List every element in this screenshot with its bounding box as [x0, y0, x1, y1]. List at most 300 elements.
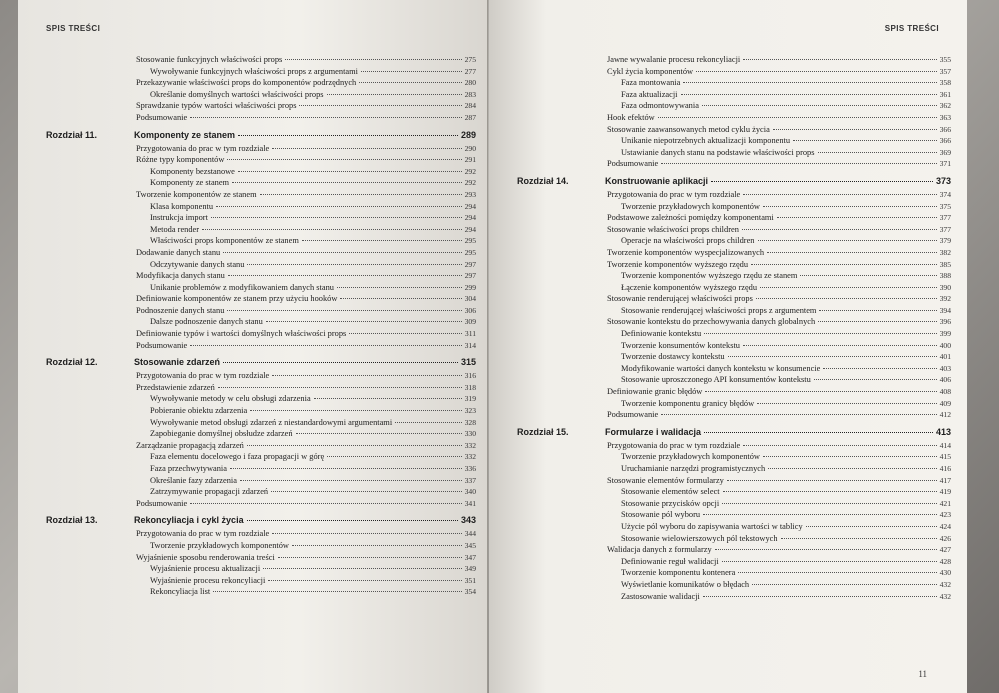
dot-leader — [227, 310, 461, 311]
page-ref: 427 — [939, 545, 951, 555]
dot-leader — [250, 410, 461, 411]
entry-title: Faza odmontowywania — [621, 101, 699, 111]
entry-title: Jawne wywalanie procesu rekoncyliacji — [607, 55, 741, 64]
page-ref: 287 — [464, 112, 476, 122]
entry-title: Tworzenie przykładowych komponentów — [621, 201, 760, 211]
dot-leader — [722, 503, 936, 504]
entry-title: Podsumowanie — [607, 410, 659, 420]
entry-title: Przekazywanie właściwości props do komponentów podrzędnych — [136, 78, 357, 88]
dot-leader — [359, 82, 461, 83]
toc-entry — [46, 270, 476, 282]
dot-leader — [703, 514, 937, 515]
toc-entry — [46, 259, 476, 271]
entry-title: Zastosowanie walidacji — [621, 591, 700, 601]
page-ref: 388 — [939, 271, 951, 281]
page-ref: 432 — [939, 591, 951, 601]
entry-title: Odczytywanie danych stanu — [150, 259, 245, 269]
dot-leader — [327, 456, 461, 457]
page-ref: 292 — [464, 166, 476, 176]
entry-title: Modyfikacja danych stanu — [136, 271, 225, 281]
toc-entry — [46, 189, 476, 201]
toc-entry — [517, 259, 951, 271]
dot-leader — [228, 275, 462, 276]
page-ref: 385 — [939, 259, 951, 269]
page-number: 11 — [918, 669, 927, 679]
dot-leader — [271, 491, 461, 492]
page-ref: 345 — [464, 540, 476, 550]
toc-entry — [46, 77, 476, 89]
page-ref: 371 — [939, 159, 951, 169]
page-ref: 366 — [939, 136, 951, 146]
page-ref: 283 — [464, 89, 476, 99]
dot-leader — [278, 557, 462, 558]
dot-leader — [723, 491, 937, 492]
dot-leader — [349, 333, 462, 334]
dot-leader — [340, 298, 461, 299]
chapter-title: Formularze i walidacja — [605, 426, 702, 437]
dot-leader — [296, 433, 462, 434]
dot-leader — [715, 549, 937, 550]
page-ref: 400 — [939, 340, 951, 350]
page-ref: 421 — [939, 498, 951, 508]
toc-entry — [517, 544, 951, 556]
entry-title: Użycie pól wyboru do zapisywania wartości w tablicy — [621, 521, 803, 531]
entry-title: Różne typy komponentów — [136, 155, 225, 165]
page-ref: 341 — [464, 498, 476, 508]
toc-entry — [517, 340, 951, 352]
toc-entry — [517, 54, 951, 66]
toc-entry — [46, 305, 476, 317]
dot-leader — [247, 520, 458, 521]
entry-title: Definiowanie reguł walidacji — [621, 556, 719, 566]
entry-title: Walidacja danych z formularzy — [607, 545, 712, 555]
page-ref: 401 — [939, 352, 951, 362]
dot-leader — [767, 252, 937, 253]
toc-entry — [46, 100, 476, 112]
chapter-label: Rozdział 15. — [517, 426, 569, 437]
dot-leader — [777, 217, 937, 218]
entry-title: Komponenty ze stanem — [150, 178, 230, 188]
dot-leader — [260, 194, 462, 195]
entry-title: Pobieranie obiektu zdarzenia — [150, 406, 248, 416]
page-ref: 336 — [464, 464, 476, 473]
page-ref: 408 — [939, 387, 951, 397]
dot-leader — [302, 240, 462, 241]
chapter-label: Rozdział 12. — [46, 357, 98, 368]
page-ref: 351 — [464, 575, 476, 585]
toc-entry — [46, 428, 476, 440]
dot-leader — [658, 117, 937, 118]
page-ref: 354 — [464, 587, 476, 597]
entry-title: Stosowanie renderującej właściwości props z argumentem — [621, 305, 817, 315]
toc-entry — [46, 143, 476, 155]
dot-leader — [681, 94, 937, 95]
toc-entry — [517, 270, 951, 282]
toc-entry — [46, 328, 476, 340]
dot-leader — [756, 298, 937, 299]
entry-title: Faza montowania — [621, 78, 681, 88]
page-ref: 424 — [939, 521, 951, 531]
page-ref: 290 — [464, 143, 476, 153]
chapter-title: Konstruowanie aplikacji — [605, 175, 709, 186]
entry-title: Podsumowanie — [136, 340, 188, 350]
page-ref: 297 — [464, 259, 476, 269]
entry-title: Tworzenie przykładowych komponentów — [150, 540, 289, 550]
dot-leader — [711, 181, 933, 182]
entry-title: Unikanie problemów z modyfikowaniem danych stanu — [150, 282, 334, 292]
toc-entry — [517, 147, 951, 159]
toc-entry — [46, 177, 476, 189]
page-ref: 355 — [939, 55, 951, 64]
entry-title: Wyjaśnienie procesu aktualizacji — [150, 564, 261, 574]
entry-title: Właściwości props komponentów ze stanem — [150, 236, 299, 246]
page-ref: 375 — [939, 201, 951, 211]
page-ref: 382 — [939, 247, 951, 257]
toc-entry — [46, 563, 476, 575]
page-ref: 289 — [460, 129, 476, 140]
toc-entry — [46, 166, 476, 178]
dot-leader — [314, 398, 462, 399]
dot-leader — [223, 362, 458, 363]
toc-entry — [517, 158, 951, 170]
dot-leader — [727, 480, 937, 481]
entry-title: Dalsze podnoszenie danych stanu — [150, 317, 263, 327]
toc-entry — [517, 533, 951, 545]
table-of-contents — [517, 54, 951, 602]
toc-entry — [517, 282, 951, 294]
dot-leader — [806, 526, 937, 527]
toc-entry — [517, 305, 951, 317]
dot-leader — [266, 321, 462, 322]
toc-entry — [517, 201, 951, 213]
toc-entry — [46, 528, 476, 540]
page-ref: 363 — [939, 112, 951, 122]
entry-title: Określanie fazy zdarzenia — [150, 475, 237, 485]
toc-entry — [517, 135, 951, 147]
page-ref: 304 — [464, 294, 476, 304]
dot-leader — [704, 333, 936, 334]
toc-entry — [517, 486, 951, 498]
page-ref: 293 — [464, 189, 476, 199]
entry-title: Stosowanie pól wyboru — [621, 510, 701, 520]
dot-leader — [800, 275, 936, 276]
dot-leader — [190, 117, 461, 118]
dot-leader — [661, 414, 936, 415]
entry-title: Stosowanie przycisków opcji — [621, 498, 720, 508]
toc-entry — [517, 212, 951, 224]
page-ref: 403 — [939, 363, 951, 373]
dot-leader — [728, 356, 937, 357]
entry-title: Podsumowanie — [607, 159, 659, 169]
toc-entry — [46, 89, 476, 101]
page-ref: 318 — [464, 382, 476, 392]
page-ref: 415 — [939, 452, 951, 462]
dot-leader — [818, 321, 936, 322]
entry-title: Zatrzymywanie propagacji zdarzeń — [150, 487, 269, 497]
toc-entry — [517, 293, 951, 305]
toc-entry — [517, 509, 951, 521]
chapter-title: Stosowanie zdarzeń — [134, 357, 221, 368]
entry-title: Tworzenie komponentów wyższego rzędu ze stanem — [621, 271, 798, 281]
dot-leader — [272, 375, 461, 376]
dot-leader — [743, 194, 936, 195]
page-ref: 292 — [464, 178, 476, 188]
dot-leader — [247, 445, 462, 446]
entry-title: Zapobieganie domyślnej obsłudze zdarzeń — [150, 429, 293, 439]
dot-leader — [763, 456, 937, 457]
page-ref: 323 — [464, 406, 476, 416]
toc-entry — [46, 316, 476, 328]
toc-entry — [517, 451, 951, 463]
entry-title: Tworzenie konsumentów kontekstu — [621, 340, 740, 350]
toc-entry — [46, 475, 476, 487]
dot-leader — [722, 561, 937, 562]
entry-title: Definiowanie komponentów ze stanem przy użyciu hooków — [136, 294, 338, 304]
page-ref: 394 — [939, 305, 951, 315]
dot-leader — [743, 345, 937, 346]
entry-title: Hook efektów — [607, 112, 655, 122]
toc-entry — [517, 112, 951, 124]
toc-entry — [517, 316, 951, 328]
entry-title: Definiowanie kontekstu — [621, 329, 702, 339]
page-ref: 390 — [939, 282, 951, 292]
dot-leader — [395, 422, 461, 423]
entry-title: Podsumowanie — [136, 498, 188, 508]
page-ref: 373 — [935, 175, 951, 186]
running-head: SPIS TREŚCI — [884, 24, 939, 33]
dot-leader — [190, 503, 461, 504]
toc-entry — [46, 154, 476, 166]
page-ref: 361 — [939, 89, 951, 99]
toc-entry — [46, 440, 476, 452]
chapter-label: Rozdział 11. — [46, 129, 98, 140]
page-ref: 357 — [939, 66, 951, 76]
entry-title: Przygotowania do prac w tym rozdziale — [136, 143, 270, 153]
entry-title: Zarządzanie propagacją zdarzeń — [136, 440, 244, 450]
page-ref: 414 — [939, 440, 951, 450]
entry-title: Sprawdzanie typów wartości właściwości props — [136, 101, 297, 111]
entry-title: Stosowanie uproszczonego API konsumentów kontekstu — [621, 375, 811, 385]
page-ref: 311 — [464, 329, 476, 339]
entry-title: Stosowanie właściwości props children — [607, 224, 739, 234]
page-ref: 417 — [939, 475, 951, 485]
entry-title: Unikanie niepotrzebnych aktualizacji komponentu — [621, 136, 791, 146]
toc-entry — [517, 100, 951, 112]
dot-leader — [742, 229, 937, 230]
page-ref: 358 — [939, 78, 951, 88]
toc-entry — [46, 340, 476, 352]
toc-entry — [517, 66, 951, 78]
dot-leader — [272, 533, 461, 534]
toc-entry — [517, 498, 951, 510]
entry-title: Określanie domyślnych wartości właściwości props — [150, 89, 324, 99]
chapter-heading — [517, 173, 951, 189]
toc-entry — [517, 89, 951, 101]
toc-entry — [517, 591, 951, 603]
dot-leader — [216, 206, 462, 207]
entry-title: Dodawanie danych stanu — [136, 247, 221, 257]
page-ref: 316 — [464, 371, 476, 381]
toc-entry — [46, 201, 476, 213]
toc-entry — [46, 235, 476, 247]
toc-entry — [517, 567, 951, 579]
toc-entry — [517, 556, 951, 568]
page-ref: 319 — [464, 394, 476, 404]
toc-entry — [517, 386, 951, 398]
entry-title: Przygotowania do prac w tym rozdziale — [607, 440, 741, 450]
dot-leader — [793, 140, 937, 141]
toc-entry — [517, 235, 951, 247]
page-ref: 275 — [464, 55, 476, 64]
entry-title: Tworzenie przykładowych komponentów — [621, 452, 760, 462]
toc-entry — [517, 579, 951, 591]
entry-title: Klasa komponentu — [150, 201, 214, 211]
dot-leader — [773, 129, 937, 130]
page-ref: 413 — [935, 426, 951, 437]
page-ref: 423 — [939, 510, 951, 520]
page-ref: 295 — [464, 247, 476, 257]
dot-leader — [337, 287, 462, 288]
toc-entry — [517, 328, 951, 340]
toc-entry — [517, 224, 951, 236]
page-ref: 294 — [464, 213, 476, 223]
dot-leader — [819, 310, 936, 311]
toc-entry — [46, 66, 476, 78]
page-ref: 306 — [464, 305, 476, 315]
dot-leader — [768, 468, 936, 469]
dot-leader — [705, 391, 936, 392]
toc-entry — [46, 486, 476, 498]
dot-leader — [238, 135, 458, 136]
toc-entry — [46, 212, 476, 224]
toc-entry — [46, 247, 476, 259]
dot-leader — [704, 432, 933, 433]
dot-leader — [232, 182, 462, 183]
dot-leader — [292, 545, 462, 546]
entry-title: Przygotowania do prac w tym rozdziale — [136, 529, 270, 539]
toc-entry — [46, 282, 476, 294]
entry-title: Przygotowania do prac w tym rozdziale — [136, 371, 270, 381]
page-ref: 399 — [939, 329, 951, 339]
dot-leader — [751, 264, 937, 265]
chapter-title: Komponenty ze stanem — [134, 129, 236, 140]
entry-title: Instrukcja import — [150, 213, 208, 223]
entry-title: Tworzenie dostawcy kontekstu — [621, 352, 725, 362]
page-ref: 432 — [939, 579, 951, 589]
page-ref: 309 — [464, 317, 476, 327]
toc-entry — [46, 370, 476, 382]
page-ref: 366 — [939, 124, 951, 134]
dot-leader — [661, 163, 936, 164]
page-ref: 315 — [460, 357, 476, 368]
dot-leader — [743, 445, 936, 446]
page-ref: 426 — [939, 533, 951, 543]
dot-leader — [202, 229, 462, 230]
dot-leader — [213, 591, 461, 592]
entry-title: Wyjaśnienie sposobu renderowania treści — [136, 552, 275, 562]
entry-title: Tworzenie komponentów ze stanem — [136, 189, 257, 199]
dot-leader — [268, 580, 461, 581]
chapter-heading — [46, 127, 476, 143]
dot-leader — [702, 105, 937, 106]
dot-leader — [272, 148, 461, 149]
page-ref: 291 — [464, 155, 476, 165]
dot-leader — [285, 59, 461, 60]
entry-title: Podstawowe zależności pomiędzy komponentami — [607, 213, 774, 223]
toc-entry — [517, 247, 951, 259]
dot-leader — [361, 71, 462, 72]
entry-title: Stosowanie elementów formularzy — [607, 475, 724, 485]
entry-title: Definiowanie typów i wartości domyślnych właściwości props — [136, 329, 347, 339]
entry-title: Faza aktualizacji — [621, 89, 678, 99]
toc-entry — [46, 451, 476, 463]
dot-leader — [696, 71, 937, 72]
toc-entry — [517, 475, 951, 487]
toc-entry — [46, 417, 476, 429]
dot-leader — [743, 59, 936, 60]
chapter-heading — [46, 354, 476, 370]
page-ref: 277 — [464, 66, 476, 76]
entry-title: Łączenie komponentów wyższego rzędu — [621, 282, 758, 292]
toc-entry — [517, 189, 951, 201]
page-ref: 377 — [939, 213, 951, 223]
dot-leader — [263, 568, 461, 569]
page-ref: 337 — [464, 475, 476, 485]
toc-entry — [46, 405, 476, 417]
page-ref: 294 — [464, 201, 476, 211]
dot-leader — [240, 480, 462, 481]
chapter-heading — [46, 512, 476, 528]
page-ref: 294 — [464, 224, 476, 234]
page-ref: 428 — [939, 556, 951, 566]
entry-title: Ustawianie danych stanu na podstawie właściwości props — [621, 147, 815, 157]
entry-title: Modyfikowanie wartości danych kontekstu w konsumencie — [621, 363, 821, 373]
dot-leader — [238, 171, 462, 172]
dot-leader — [752, 584, 936, 585]
dot-leader — [814, 379, 937, 380]
page-ref: 430 — [939, 568, 951, 578]
entry-title: Podnoszenie danych stanu — [136, 305, 225, 315]
chapter-heading — [517, 424, 951, 440]
entry-title: Tworzenie komponentu kontenera — [621, 568, 736, 578]
dot-leader — [760, 287, 937, 288]
toc-entry — [517, 374, 951, 386]
toc-entry — [517, 409, 951, 421]
entry-title: Stosowanie kontekstu do przechowywania danych globalnych — [607, 317, 816, 327]
toc-entry — [46, 540, 476, 552]
page-ref: 299 — [464, 282, 476, 292]
page-ref: 344 — [464, 529, 476, 539]
entry-title: Tworzenie komponentów wyższego rzędu — [607, 259, 749, 269]
page-ref: 412 — [939, 410, 951, 420]
entry-title: Wywoływanie metody w celu obsługi zdarzenia — [150, 394, 311, 404]
dot-leader — [818, 152, 937, 153]
page-ref: 392 — [939, 294, 951, 304]
page-ref: 419 — [939, 487, 951, 497]
dot-leader — [230, 468, 462, 469]
page-ref: 340 — [464, 487, 476, 497]
entry-title: Podsumowanie — [136, 112, 188, 122]
page-ref: 406 — [939, 375, 951, 385]
toc-entry — [517, 463, 951, 475]
dot-leader — [299, 105, 461, 106]
table-of-contents — [46, 54, 476, 598]
entry-title: Metoda render — [150, 224, 200, 234]
entry-title: Uruchamianie narzędzi programistycznych — [621, 464, 766, 473]
page-ref: 379 — [939, 236, 951, 246]
dot-leader — [327, 94, 462, 95]
toc-entry — [517, 351, 951, 363]
